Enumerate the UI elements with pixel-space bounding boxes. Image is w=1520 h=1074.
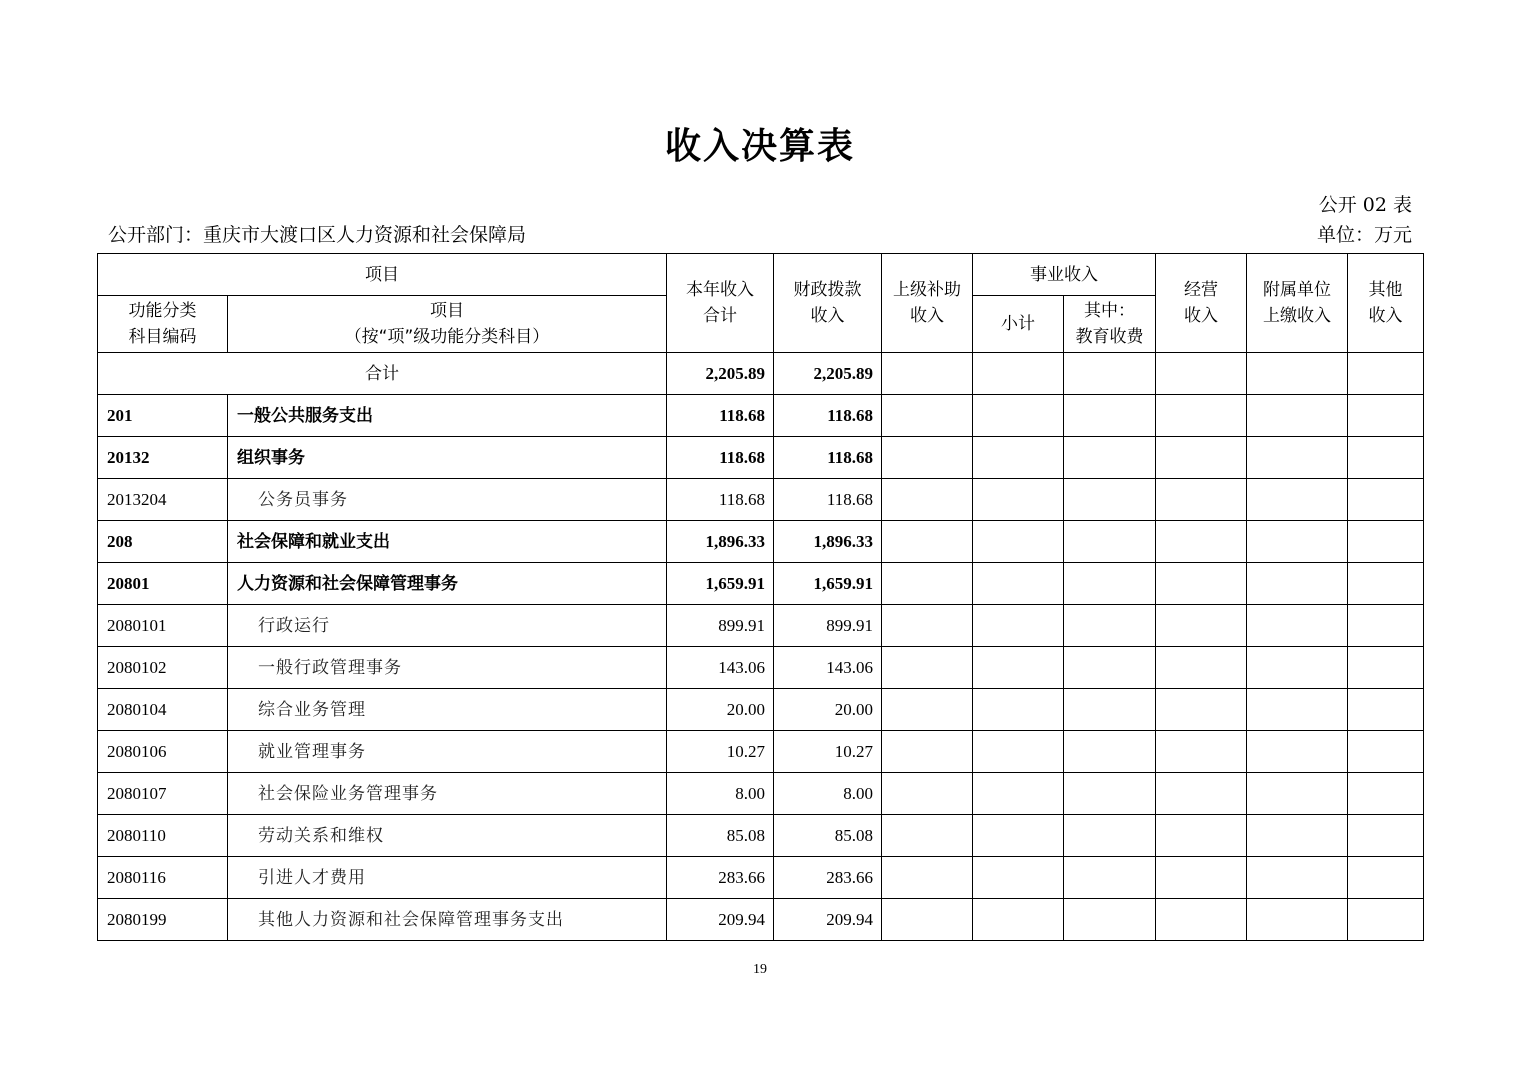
empty-cell [973, 647, 1064, 689]
row-name: 其他人力资源和社会保障管理事务支出 [228, 899, 667, 941]
empty-cell [882, 689, 973, 731]
row-code: 2080104 [98, 689, 228, 731]
empty-cell [1064, 857, 1156, 899]
row-fiscal: 8.00 [774, 773, 882, 815]
table-row [98, 563, 1424, 605]
empty-cell [1348, 815, 1424, 857]
header-edu-fee: 其中： 教育收费 [1064, 296, 1156, 353]
row-name: 综合业务管理 [228, 689, 667, 731]
empty-cell [882, 563, 973, 605]
row-code: 20801 [98, 563, 228, 605]
empty-cell [882, 605, 973, 647]
row-fiscal: 1,896.33 [774, 521, 882, 563]
table-row [98, 773, 1424, 815]
empty-cell [1156, 857, 1247, 899]
empty-cell [1247, 857, 1348, 899]
row-total: 118.68 [667, 437, 774, 479]
empty-cell [1348, 689, 1424, 731]
header-total: 本年收入 合计 [667, 254, 774, 353]
table-row [98, 815, 1424, 857]
row-total: 8.00 [667, 773, 774, 815]
total-label: 合计 [98, 353, 667, 395]
empty-cell [1156, 479, 1247, 521]
row-total: 118.68 [667, 479, 774, 521]
row-fiscal: 899.91 [774, 605, 882, 647]
row-total: 85.08 [667, 815, 774, 857]
empty-cell [1348, 773, 1424, 815]
row-fiscal: 118.68 [774, 395, 882, 437]
row-name: 社会保险业务管理事务 [228, 773, 667, 815]
empty-cell [1156, 815, 1247, 857]
empty-cell [973, 437, 1064, 479]
table-row [98, 479, 1424, 521]
row-name: 一般行政管理事务 [228, 647, 667, 689]
row-name: 组织事务 [228, 437, 667, 479]
row-code: 201 [98, 395, 228, 437]
empty-cell [1064, 479, 1156, 521]
row-fiscal: 118.68 [774, 479, 882, 521]
row-fiscal: 1,659.91 [774, 563, 882, 605]
row-total: 283.66 [667, 857, 774, 899]
empty-cell [1064, 899, 1156, 941]
empty-cell [1156, 647, 1247, 689]
row-code: 2080106 [98, 731, 228, 773]
row-total: 10.27 [667, 731, 774, 773]
empty-cell [973, 353, 1064, 395]
empty-cell [973, 563, 1064, 605]
empty-cell [882, 353, 973, 395]
empty-cell [1156, 521, 1247, 563]
empty-cell [973, 605, 1064, 647]
row-code: 2080101 [98, 605, 228, 647]
row-fiscal: 85.08 [774, 815, 882, 857]
row-total: 209.94 [667, 899, 774, 941]
table-number: 公开 02 表 [1318, 194, 1412, 216]
page-title: 收入决算表 [664, 126, 855, 167]
row-name: 社会保障和就业支出 [228, 521, 667, 563]
empty-cell [1348, 437, 1424, 479]
table-row [98, 521, 1424, 563]
empty-cell [1064, 815, 1156, 857]
data-rows [98, 395, 1424, 941]
empty-cell [882, 395, 973, 437]
empty-cell [1348, 857, 1424, 899]
row-total: 20.00 [667, 689, 774, 731]
empty-cell [1064, 437, 1156, 479]
empty-cell [1156, 689, 1247, 731]
empty-cell [1247, 689, 1348, 731]
row-total: 1,659.91 [667, 563, 774, 605]
header-item-name: 项目 （按“项”级功能分类科目） [228, 296, 667, 353]
empty-cell [882, 773, 973, 815]
empty-cell [1156, 773, 1247, 815]
empty-cell [882, 437, 973, 479]
empty-cell [1348, 605, 1424, 647]
row-name: 人力资源和社会保障管理事务 [228, 563, 667, 605]
empty-cell [1064, 353, 1156, 395]
empty-cell [1156, 437, 1247, 479]
header-operating: 经营 收入 [1156, 254, 1247, 353]
empty-cell [973, 521, 1064, 563]
header-row-1 [98, 254, 1424, 296]
empty-cell [1156, 605, 1247, 647]
row-fiscal: 10.27 [774, 731, 882, 773]
table-row [98, 731, 1424, 773]
empty-cell [973, 689, 1064, 731]
row-fiscal: 20.00 [774, 689, 882, 731]
table-row [98, 899, 1424, 941]
row-fiscal: 209.94 [774, 899, 882, 941]
table-row [98, 605, 1424, 647]
table-row [98, 395, 1424, 437]
page-number: 19 [753, 962, 767, 977]
empty-cell [1247, 437, 1348, 479]
empty-cell [1348, 899, 1424, 941]
row-code: 2080107 [98, 773, 228, 815]
empty-cell [1064, 773, 1156, 815]
empty-cell [882, 731, 973, 773]
empty-cell [1247, 395, 1348, 437]
row-code: 2080102 [98, 647, 228, 689]
row-fiscal: 143.06 [774, 647, 882, 689]
empty-cell [882, 521, 973, 563]
total-amount: 2,205.89 [667, 353, 774, 395]
empty-cell [1156, 395, 1247, 437]
total-fiscal: 2,205.89 [774, 353, 882, 395]
department-label: 公开部门：重庆市大渡口区人力资源和社会保障局 [108, 224, 527, 246]
row-total: 1,896.33 [667, 521, 774, 563]
empty-cell [973, 815, 1064, 857]
table-row [98, 689, 1424, 731]
row-code: 2080199 [98, 899, 228, 941]
header-affiliated: 附属单位 上缴收入 [1247, 254, 1348, 353]
empty-cell [1247, 479, 1348, 521]
empty-cell [1156, 899, 1247, 941]
empty-cell [973, 395, 1064, 437]
empty-cell [882, 815, 973, 857]
row-code: 20132 [98, 437, 228, 479]
header-superior: 上级补助 收入 [882, 254, 973, 353]
empty-cell [1064, 647, 1156, 689]
row-name: 行政运行 [228, 605, 667, 647]
total-row [98, 353, 1424, 395]
row-name: 就业管理事务 [228, 731, 667, 773]
row-name: 引进人才费用 [228, 857, 667, 899]
row-name: 一般公共服务支出 [228, 395, 667, 437]
empty-cell [973, 479, 1064, 521]
empty-cell [1348, 563, 1424, 605]
empty-cell [1156, 353, 1247, 395]
empty-cell [1247, 563, 1348, 605]
header-business: 事业收入 [973, 254, 1156, 296]
empty-cell [1064, 731, 1156, 773]
row-name: 公务员事务 [228, 479, 667, 521]
empty-cell [882, 479, 973, 521]
empty-cell [1064, 521, 1156, 563]
empty-cell [1348, 731, 1424, 773]
row-code: 208 [98, 521, 228, 563]
table-row [98, 647, 1424, 689]
empty-cell [1247, 899, 1348, 941]
row-total: 899.91 [667, 605, 774, 647]
income-table [97, 253, 1424, 941]
empty-cell [1348, 395, 1424, 437]
row-total: 118.68 [667, 395, 774, 437]
empty-cell [1348, 353, 1424, 395]
empty-cell [882, 899, 973, 941]
row-name: 劳动关系和维权 [228, 815, 667, 857]
empty-cell [973, 731, 1064, 773]
row-fiscal: 283.66 [774, 857, 882, 899]
empty-cell [1156, 563, 1247, 605]
empty-cell [973, 899, 1064, 941]
empty-cell [1156, 731, 1247, 773]
row-code: 2080110 [98, 815, 228, 857]
table-row [98, 437, 1424, 479]
header-fiscal: 财政拨款 收入 [774, 254, 882, 353]
empty-cell [1348, 479, 1424, 521]
empty-cell [1247, 521, 1348, 563]
empty-cell [1348, 647, 1424, 689]
header-other: 其他 收入 [1348, 254, 1424, 353]
header-item: 项目 [98, 254, 667, 296]
row-code: 2013204 [98, 479, 228, 521]
empty-cell [1247, 605, 1348, 647]
unit-label: 单位：万元 [1316, 224, 1412, 246]
empty-cell [1247, 815, 1348, 857]
empty-cell [973, 857, 1064, 899]
empty-cell [1064, 689, 1156, 731]
empty-cell [882, 647, 973, 689]
empty-cell [1064, 605, 1156, 647]
empty-cell [1247, 647, 1348, 689]
row-code: 2080116 [98, 857, 228, 899]
empty-cell [973, 773, 1064, 815]
empty-cell [1064, 395, 1156, 437]
empty-cell [1064, 563, 1156, 605]
row-fiscal: 118.68 [774, 437, 882, 479]
header-subtotal: 小计 [973, 296, 1064, 353]
empty-cell [1247, 731, 1348, 773]
empty-cell [1247, 773, 1348, 815]
empty-cell [882, 857, 973, 899]
empty-cell [1247, 353, 1348, 395]
header-func-code: 功能分类 科目编码 [98, 296, 228, 353]
empty-cell [1348, 521, 1424, 563]
table-row [98, 857, 1424, 899]
row-total: 143.06 [667, 647, 774, 689]
